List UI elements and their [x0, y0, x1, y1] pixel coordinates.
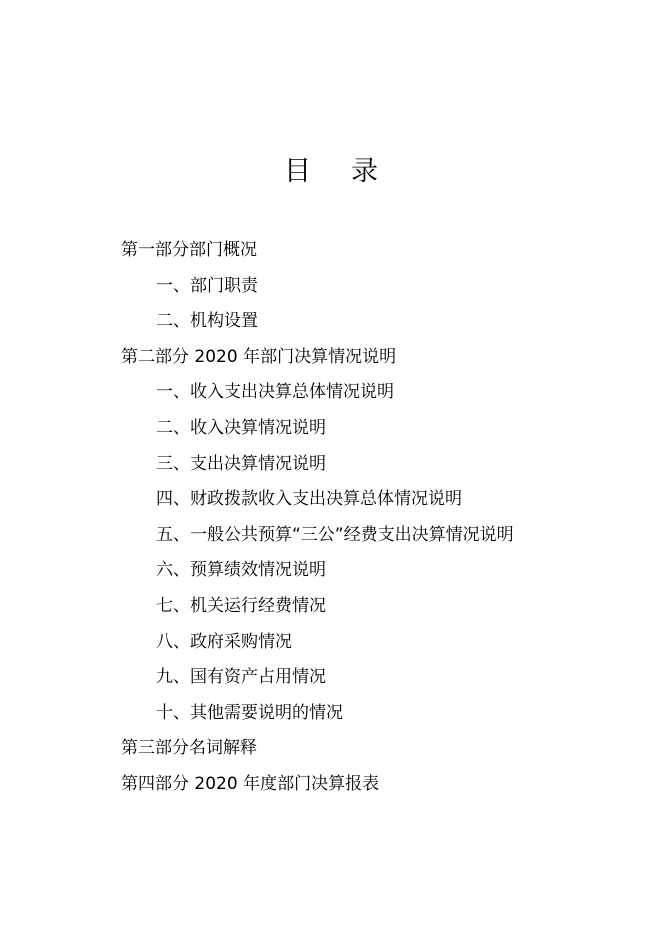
toc-title-char-2: 录	[351, 156, 378, 187]
toc-title	[0, 152, 662, 192]
toc-entry-fiscal-appropriation: 四、财政拨款收入支出决算总体情况说明	[156, 489, 462, 510]
toc-entry-part-3: 第三部分名词解释	[121, 738, 257, 759]
toc-entry-expense: 三、支出决算情况说明	[156, 453, 326, 474]
toc-entry-part-1: 第一部分部门概况	[121, 240, 257, 260]
toc-entry-part-4: 第四部分 2020 年度部门决算报表	[121, 773, 380, 794]
toc-entry-state-assets: 九、国有资产占用情况	[156, 667, 326, 688]
toc-list	[0, 233, 662, 803]
toc-entry-budget-performance: 六、预算绩效情况说明	[156, 560, 326, 581]
toc-entry-operating-expenses: 七、机关运行经费情况	[156, 595, 326, 616]
toc-entry-other-matters: 十、其他需要说明的情况	[156, 702, 343, 723]
toc-entry-three-public-expenses: 五、一般公共预算“三公”经费支出决算情况说明	[156, 524, 514, 545]
toc-title-char-1: 目	[284, 156, 311, 187]
toc-entry-org-setup: 二、机构设置	[156, 311, 258, 332]
toc-entry-government-procurement: 八、政府采购情况	[156, 631, 292, 652]
toc-entry-income: 二、收入决算情况说明	[156, 417, 326, 438]
toc-entry-part-2: 第二部分 2020 年部门决算情况说明	[121, 346, 397, 367]
toc-entry-income-expense-overall: 一、收入支出决算总体情况说明	[156, 382, 394, 403]
toc-entry-dept-duties: 一、部门职责	[156, 275, 258, 296]
